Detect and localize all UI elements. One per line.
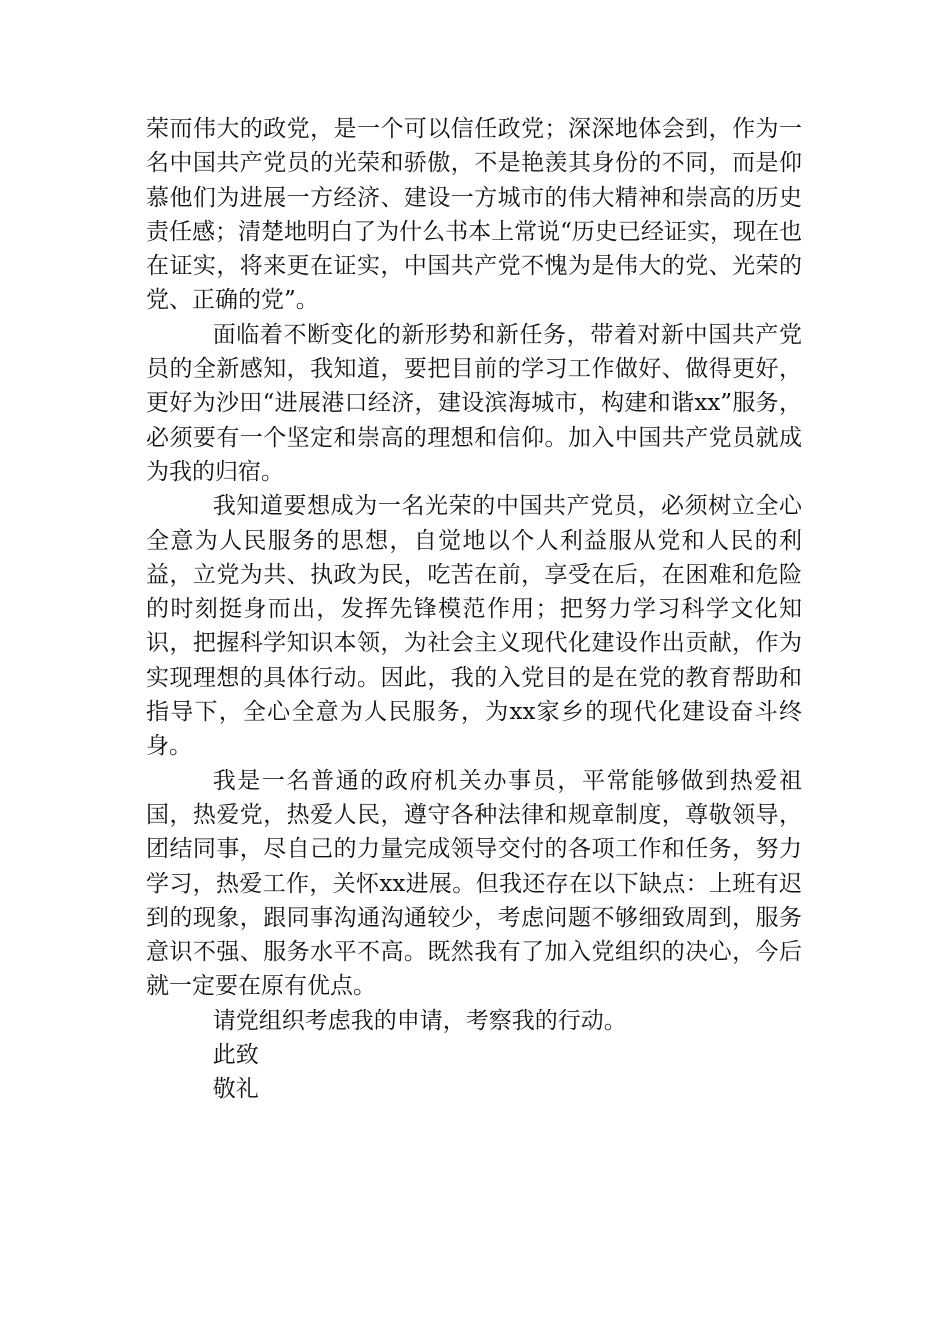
body-paragraph-3: 我知道要想成为一名光荣的中国共产党员，必须树立全心全意为人民服务的思想，自觉地以个人利益服从党和人民的利益，立党为共、执政为民，吃苦在前，享受在后，在困难和危险的时刻挺身而出，发挥先锋模范作用；把努力学习科学文化知识，把握科学知识本领，为社会主义现代化建设作出贡献，作为实现理想的具体行动。因此，我的入党目的是在党的教育帮助和指导下，全心全意为人民服务，为xx家乡的现代化建设奋斗终身。 <box>146 493 802 760</box>
body-paragraph-2: 面临着不断变化的新形势和新任务，带着对新中国共产党员的全新感知，我知道，要把目前的学习工作做好、做得更好，更好为沙田“进展港口经济，建设滨海城市，构建和谐xx”服务，必须要有一个坚定和崇高的理想和信仰。加入中国共产党员就成为我的归宿。 <box>146 321 802 485</box>
body-paragraph-4: 我是一名普通的政府机关办事员，平常能够做到热爱祖国，热爱党，热爱人民，遵守各种法律和规章制度，尊敬领导，团结同事，尽自己的力量完成领导交付的各项工作和任务，努力学习，热爱工作，关怀xx进展。但我还存在以下缺点：上班有迟到的现象，跟同事沟通沟通较少，考虑问题不够细致周到，服务意识不强、服务水平不高。既然我有了加入党组织的决心，今后就一定要在原有优点。 <box>146 767 802 1000</box>
document-page <box>146 112 802 1107</box>
body-paragraph-1: 荣而伟大的政党，是一个可以信任政党；深深地体会到，作为一名中国共产党员的光荣和骄傲，不是艳羡其身份的不同，而是仰慕他们为进展一方经济、建设一方城市的伟大精神和崇高的历史责任感；清楚地明白了为什么书本上常说“历史已经证实，现在也在证实，将来更在证实，中国共产党不愧为是伟大的党、光荣的党、正确的党”。 <box>146 116 802 314</box>
closing-regards: 敬礼 <box>212 1076 259 1103</box>
request-line: 请党组织考虑我的申请，考察我的行动。 <box>212 1007 627 1034</box>
closing-salutation: 此致 <box>212 1042 259 1069</box>
